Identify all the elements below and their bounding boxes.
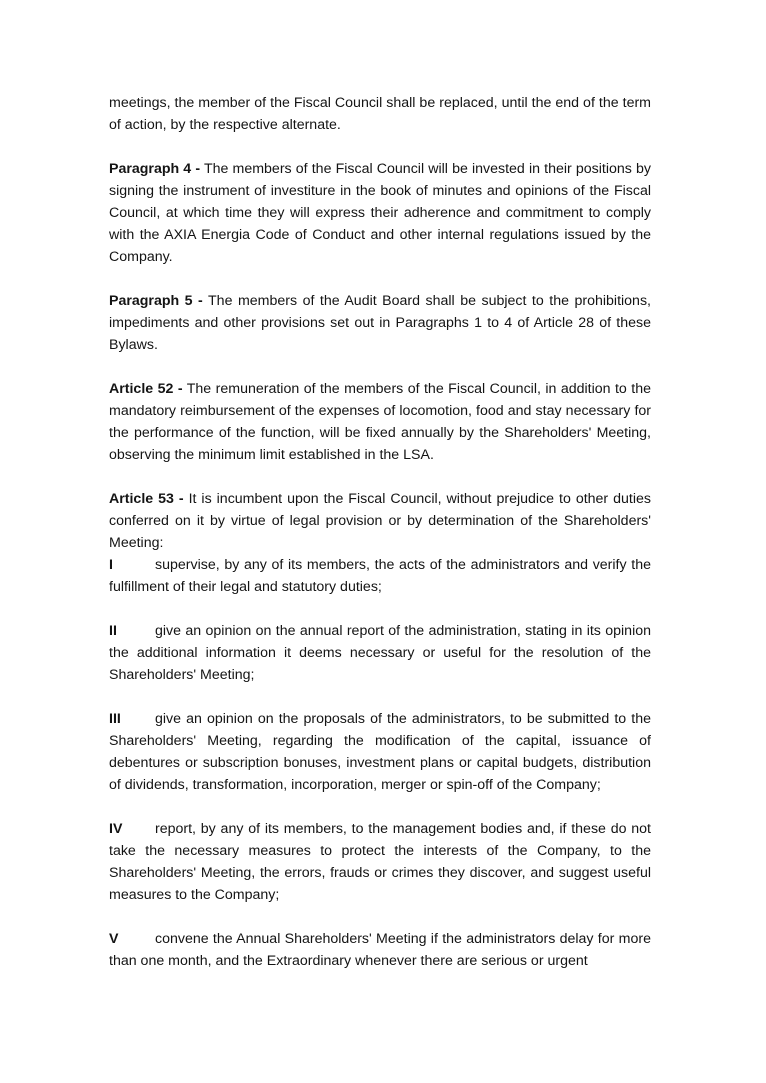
continuation-paragraph	[109, 92, 651, 136]
paragraph-4-label: Paragraph 4 -	[109, 161, 201, 177]
paragraph-4	[109, 158, 651, 268]
item-numeral: I	[109, 557, 113, 573]
article-52-text: The remuneration of the members of the Fiscal Council, in addition to the mandatory reimbursement of the expenses of locomotion, food and stay necessary for the performance of the function, will be fixed annually by the Shareholders' Meeting, observing the minimum limit established in the LSA.	[109, 381, 651, 463]
item-text: report, by any of its members, to the management bodies and, if these do not take the necessary measures to protect the interests of the Company, to the Shareholders' Meeting, the errors, frauds or crimes they discover, and suggest useful measures to the Company;	[109, 821, 651, 903]
item-numeral: II	[109, 623, 117, 639]
article-53	[109, 488, 651, 554]
paragraph-5-label: Paragraph 5 -	[109, 293, 203, 309]
paragraph-5	[109, 290, 651, 356]
document-page	[109, 92, 651, 994]
article-53-label: Article 53 -	[109, 491, 184, 507]
article-53-item-ii	[109, 620, 651, 686]
item-numeral: V	[109, 931, 119, 947]
article-53-text: It is incumbent upon the Fiscal Council, without prejudice to other duties conferred on it by virtue of legal provision or by determination of the Shareholders' Meeting:	[109, 491, 651, 551]
article-53-item-v	[109, 928, 651, 972]
article-53-item-iii	[109, 708, 651, 796]
item-numeral: IV	[109, 821, 123, 837]
item-text: supervise, by any of its members, the acts of the administrators and verify the fulfillment of their legal and statutory duties;	[109, 557, 651, 595]
article-53-item-iv	[109, 818, 651, 906]
article-52	[109, 378, 651, 466]
article-52-label: Article 52 -	[109, 381, 183, 397]
paragraph-4-text: The members of the Fiscal Council will be invested in their positions by signing the instrument of investiture in the book of minutes and opinions of the Fiscal Council, at which time they will express their adherence and commitment to comply with the AXIA Energia Code of Conduct and other internal regulations issued by the Company.	[109, 161, 651, 265]
article-53-item-i	[109, 554, 651, 598]
continuation-text: meetings, the member of the Fiscal Council shall be replaced, until the end of the term of action, by the respective alternate.	[109, 95, 651, 133]
item-numeral: III	[109, 711, 121, 727]
item-text: give an opinion on the proposals of the administrators, to be submitted to the Shareholders' Meeting, regarding the modification of the capital, issuance of debentures or subscription bonuses, investment plans or capital budgets, distribution of dividends, transformation, incorporation, merger or spin-off of the Company;	[109, 711, 651, 793]
item-text: convene the Annual Shareholders' Meeting if the administrators delay for more than one month, and the Extraordinary whenever there are serious or urgent	[109, 931, 651, 969]
item-text: give an opinion on the annual report of the administration, stating in its opinion the additional information it deems necessary or useful for the resolution of the Shareholders' Meeting;	[109, 623, 651, 683]
paragraph-5-text: The members of the Audit Board shall be subject to the prohibitions, impediments and other provisions set out in Paragraphs 1 to 4 of Article 28 of these Bylaws.	[109, 293, 651, 353]
